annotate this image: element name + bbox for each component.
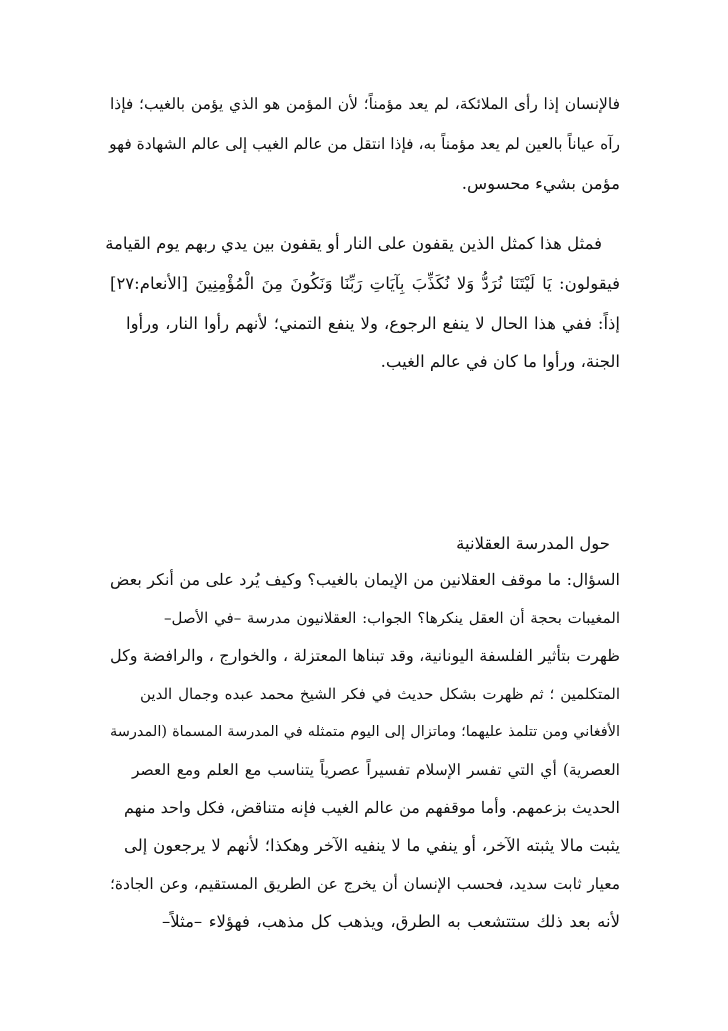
section-heading: حول المدرسة العقلانية bbox=[456, 534, 610, 553]
paragraph-line: فالإنسان إذا رأى الملائكة، لم يعد مؤمناً؛ لأن المؤمن هو الذي يؤمن بالغيب؛ فإذا bbox=[110, 95, 620, 113]
quran-verse-line: فيقولون: يَا لَيْتَنَا نُرَدُّ وَلا نُكَذِّبَ بِآيَاتِ رَبِّنَا وَنَكُونَ مِنَ الْمُؤْمِنِينَ [الأنعام:٢٧] bbox=[110, 274, 620, 293]
paragraph-line: ظهرت بتأثير الفلسفة اليونانية، وقد تبناها المعتزلة ، والخوارج ، والرافضة وكل bbox=[110, 646, 621, 665]
paragraph-line: فمثل هذا كمثل الذين يقفون على النار أو يقفون بين يدي ربهم يوم القيامة bbox=[105, 234, 602, 253]
paragraph-line: رآه عياناً بالعين لم يعد مؤمناً به، فإذا انتقل من عالم الغيب إلى عالم الشهادة فهو bbox=[109, 135, 620, 153]
paragraph-line: لأنه بعد ذلك ستتشعب به الطرق، ويذهب كل مذهب، فهؤلاء –مثلاً– bbox=[162, 912, 620, 931]
paragraph-line: العصرية) أي التي تفسر الإسلام تفسيراً عصرياً يتناسب مع العلم ومع العصر bbox=[132, 761, 620, 779]
paragraph-line: الجنة، ورأوا ما كان في عالم الغيب. bbox=[380, 352, 620, 371]
paragraph-line: معيار ثابت سديد، فحسب الإنسان أن يخرج عن الطريق المستقيم، وعن الجادة؛ bbox=[110, 875, 620, 893]
paragraph-line: المتكلمين ؛ ثم ظهرت بشكل حديث في فكر الشيخ محمد عبده وجمال الدين bbox=[140, 685, 620, 703]
paragraph-line: يثبت مالا يثبته الآخر، أو ينفي ما لا ينفيه الآخر وهكذا؛ لأنهم لا يرجعون إلى bbox=[124, 836, 620, 855]
paragraph-line: المغيبات بحجة أن العقل ينكرها؟ الجواب: العقلانيون مدرسة –في الأصل– bbox=[164, 609, 620, 627]
paragraph-line: مؤمن بشيء محسوس. bbox=[461, 174, 620, 193]
paragraph-line: الأفغاني ومن تتلمذ عليهما؛ وماتزال إلى اليوم متمثله في المدرسة المسماة (المدرسة bbox=[110, 724, 620, 740]
paragraph-line: السؤال: ما موقف العقلانين من الإيمان بالغيب؟ وكيف يُرد على من أنكر بعض bbox=[110, 570, 620, 589]
paragraph-line: إذاً: ففي هذا الحال لا ينفع الرجوع، ولا ينفع التمني؛ لأنهم رأوا النار، ورأوا bbox=[126, 314, 620, 333]
paragraph-line: الحديث بزعمهم. وأما موقفهم من عالم الغيب فإنه متناقض، فكل واحد منهم bbox=[124, 798, 620, 817]
